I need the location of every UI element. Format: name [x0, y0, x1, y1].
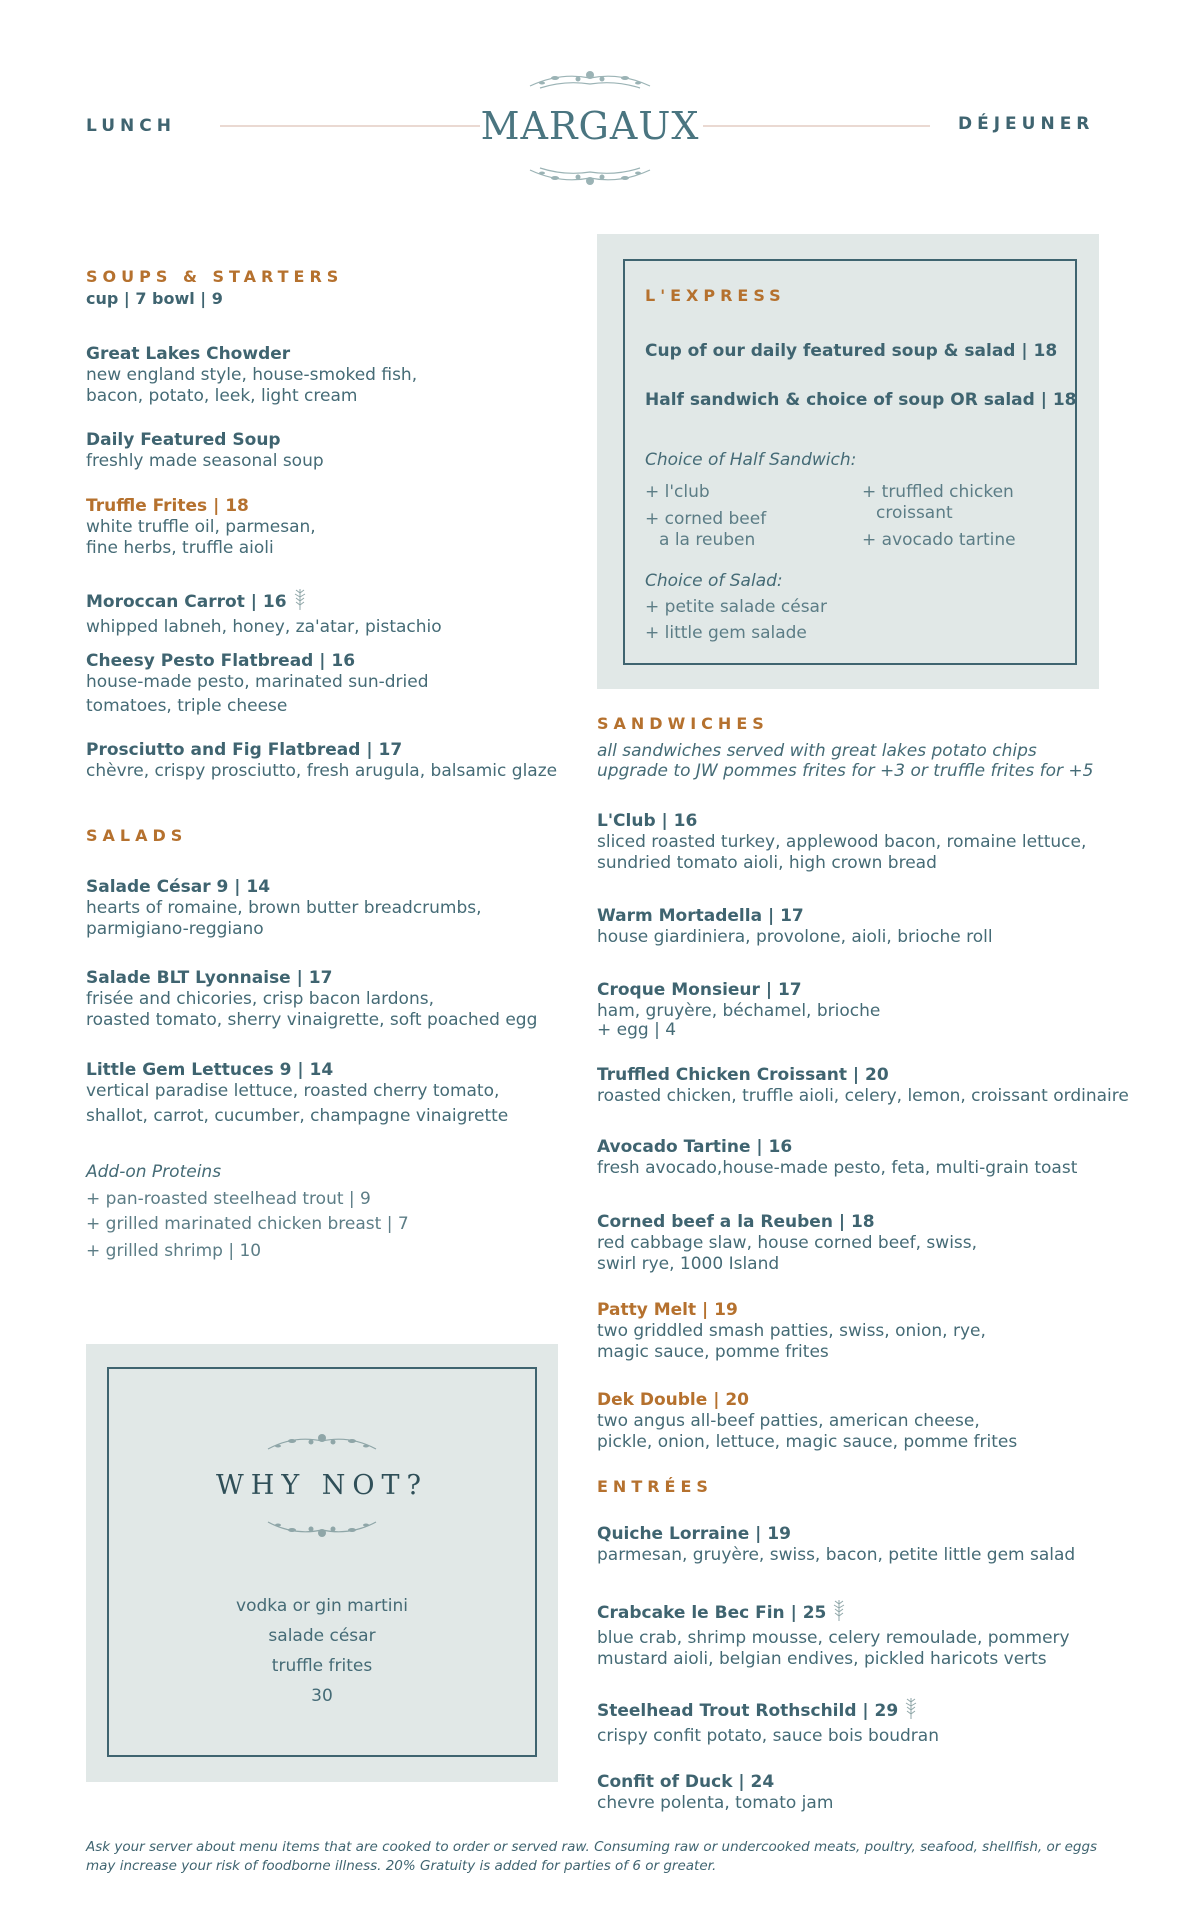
- section-title-salads: SALADS: [86, 826, 188, 845]
- item-desc: blue crab, shrimp mousse, celery remoulade, pommery: [597, 1628, 1070, 1648]
- item-name: Crabcake le Bec Fin | 25: [597, 1603, 827, 1623]
- item-desc: fine herbs, truffle aioli: [86, 538, 274, 558]
- menu-item: [86, 968, 537, 1031]
- sandwiches-note: all sandwiches served with great lakes potato chips: [597, 741, 1037, 761]
- menu-item: [597, 1300, 986, 1363]
- item-desc: two angus all-beef patties, american cheese,: [597, 1411, 980, 1431]
- list-item: croissant: [876, 503, 953, 523]
- section-title-entrees: ENTRÉES: [597, 1477, 713, 1496]
- item-desc: mustard aioli, belgian endives, pickled haricots verts: [597, 1649, 1047, 1669]
- item-desc: ham, gruyère, béchamel, brioche: [597, 1001, 881, 1021]
- item-desc: sundried tomato aioli, high crown bread: [597, 853, 937, 873]
- item-desc: freshly made seasonal soup: [86, 451, 324, 471]
- item-desc: parmigiano-reggiano: [86, 919, 264, 939]
- item-desc: vertical paradise lettuce, roasted cherry tomato,: [86, 1081, 500, 1101]
- addon-item: + pan-roasted steelhead trout | 9: [86, 1189, 371, 1209]
- why-not-line: vodka or gin martini: [236, 1596, 408, 1616]
- footer-line: Ask your server about menu items that are cooked to order or served raw. Consuming raw or undercooked meats, poultry, seafood, shellfish, or eggs: [86, 1839, 1098, 1855]
- item-desc: magic sauce, pomme frites: [597, 1342, 829, 1362]
- menu-item: [597, 1598, 1070, 1670]
- menu-item: [597, 1524, 1075, 1566]
- header-dejeuner: DÉJEUNER: [958, 114, 1095, 134]
- item-name: Dek Double | 20: [597, 1390, 749, 1410]
- item-desc: roasted tomato, sherry vinaigrette, soft poached egg: [86, 1010, 538, 1030]
- item-name: Moroccan Carrot | 16: [86, 592, 287, 612]
- item-name: Great Lakes Chowder: [86, 344, 291, 364]
- item-desc: shallot, carrot, cucumber, champagne vinaigrette: [86, 1106, 509, 1126]
- item-desc: pickle, onion, lettuce, magic sauce, pomme frites: [597, 1432, 1018, 1452]
- list-item: + l'club: [645, 482, 710, 502]
- ornament-icon: [262, 1514, 382, 1546]
- addon-item: + grilled marinated chicken breast | 7: [86, 1214, 409, 1234]
- menu-item: [86, 430, 324, 472]
- sandwiches-note: upgrade to JW pommes frites for +3 or truffle frites for +5: [597, 761, 1094, 781]
- logo-margaux: MARGAUX: [480, 104, 700, 148]
- menu-item: [597, 1772, 833, 1814]
- header-lunch: LUNCH: [86, 116, 176, 136]
- list-item: + petite salade césar: [645, 597, 827, 617]
- express-panel: [597, 234, 1099, 689]
- item-name: Daily Featured Soup: [86, 430, 281, 450]
- item-desc: roasted chicken, truffle aioli, celery, lemon, croissant ordinaire: [597, 1086, 1129, 1106]
- item-name: Quiche Lorraine | 19: [597, 1524, 791, 1544]
- item-desc: chèvre, crispy prosciutto, fresh arugula, balsamic glaze: [86, 761, 558, 781]
- item-name: L'Club | 16: [597, 811, 698, 831]
- list-item: + corned beef: [645, 509, 767, 529]
- why-not-line: salade césar: [268, 1626, 376, 1646]
- section-title-sandwiches: SANDWICHES: [597, 714, 769, 733]
- item-desc: bacon, potato, leek, light cream: [86, 386, 358, 406]
- item-name: Corned beef a la Reuben | 18: [597, 1212, 875, 1232]
- leaf-icon: [293, 587, 307, 617]
- why-not-title: WHY NOT?: [216, 1470, 428, 1501]
- item-desc: swirl rye, 1000 Island: [597, 1254, 780, 1274]
- item-name: Avocado Tartine | 16: [597, 1137, 793, 1157]
- item-desc: + egg | 4: [597, 1020, 677, 1040]
- ornament-icon: [520, 160, 660, 190]
- item-desc: sliced roasted turkey, applewood bacon, romaine lettuce,: [597, 832, 1087, 852]
- soups-subtitle: cup | 7 bowl | 9: [86, 289, 223, 308]
- item-desc: white truffle oil, parmesan,: [86, 517, 316, 537]
- why-not-line: truffle frites: [271, 1656, 373, 1676]
- express-salad-title: Choice of Salad:: [645, 571, 783, 591]
- express-sandwich-title: Choice of Half Sandwich:: [645, 450, 857, 470]
- express-line: Half sandwich & choice of soup OR salad | 18: [645, 390, 1077, 410]
- menu-item: [597, 1696, 939, 1747]
- ornament-icon: [520, 66, 660, 96]
- menu-item: [597, 1065, 1129, 1107]
- menu-item: [86, 651, 429, 717]
- item-name: Warm Mortadella | 17: [597, 906, 804, 926]
- item-desc: tomatoes, triple cheese: [86, 696, 288, 716]
- item-name: Truffled Chicken Croissant | 20: [597, 1065, 889, 1085]
- menu-item: [597, 1137, 1077, 1179]
- menu-item: [86, 496, 316, 559]
- why-not-price: 30: [311, 1686, 333, 1706]
- menu-item: [597, 811, 1086, 874]
- menu-item: [86, 877, 482, 940]
- menu-item: [86, 740, 557, 782]
- item-desc: parmesan, gruyère, swiss, bacon, petite little gem salad: [597, 1545, 1076, 1565]
- item-desc: chevre polenta, tomato jam: [597, 1793, 834, 1813]
- menu-item: [597, 906, 993, 948]
- footer-disclaimer: [86, 1838, 1106, 1876]
- item-name: Cheesy Pesto Flatbread | 16: [86, 651, 356, 671]
- express-sandwich-list-right: [862, 482, 1016, 551]
- ornament-icon: [262, 1429, 382, 1461]
- menu-item: [597, 1390, 1017, 1453]
- item-desc: crispy confit potato, sauce bois boudran: [597, 1726, 939, 1746]
- item-desc: fresh avocado,house-made pesto, feta, multi-grain toast: [597, 1158, 1078, 1178]
- why-not-panel: [86, 1344, 558, 1782]
- item-name: Salade César 9 | 14: [86, 877, 271, 897]
- item-desc: hearts of romaine, brown butter breadcrumbs,: [86, 898, 482, 918]
- item-desc: frisée and chicories, crisp bacon lardons,: [86, 989, 434, 1009]
- menu-item: [86, 587, 442, 638]
- list-item: + avocado tartine: [862, 530, 1016, 550]
- list-item: + little gem salade: [645, 623, 807, 643]
- item-name: Prosciutto and Fig Flatbread | 17: [86, 740, 403, 760]
- express-sandwich-list-left: [645, 482, 766, 551]
- menu-item: [597, 980, 880, 1038]
- item-name: Patty Melt | 19: [597, 1300, 738, 1320]
- item-desc: red cabbage slaw, house corned beef, swiss,: [597, 1233, 978, 1253]
- footer-line: may increase your risk of foodborne illness. 20% Gratuity is added for parties of 6 or greater.: [86, 1858, 717, 1874]
- item-desc: house giardiniera, provolone, aioli, brioche roll: [597, 927, 993, 947]
- item-desc: house-made pesto, marinated sun-dried: [86, 672, 429, 692]
- express-line: Cup of our daily featured soup & salad | 18: [645, 341, 1058, 361]
- item-name: Croque Monsieur | 17: [597, 980, 802, 1000]
- item-desc: two griddled smash patties, swiss, onion, rye,: [597, 1321, 986, 1341]
- list-item: a la reuben: [659, 530, 756, 550]
- menu-item: [597, 1212, 977, 1275]
- express-title: L'EXPRESS: [645, 286, 786, 305]
- express-salad-list: [645, 597, 827, 644]
- item-name: Steelhead Trout Rothschild | 29: [597, 1701, 899, 1721]
- header-divider-right: [703, 125, 930, 127]
- item-name: Salade BLT Lyonnaise | 17: [86, 968, 333, 988]
- leaf-icon: [904, 1696, 918, 1726]
- item-name: Confit of Duck | 24: [597, 1772, 775, 1792]
- menu-item: [86, 1060, 508, 1127]
- item-name: Truffle Frites | 18: [86, 496, 249, 516]
- header-divider-left: [220, 125, 480, 127]
- section-title-soups: SOUPS & STARTERS: [86, 267, 344, 286]
- menu-item: [86, 344, 417, 407]
- addon-title: Add-on Proteins: [86, 1162, 222, 1182]
- addon-proteins: [86, 1162, 409, 1262]
- item-desc: whipped labneh, honey, za'atar, pistachio: [86, 617, 442, 637]
- leaf-icon: [832, 1598, 846, 1628]
- list-item: + truffled chicken: [862, 482, 1014, 502]
- item-name: Little Gem Lettuces 9 | 14: [86, 1060, 334, 1080]
- addon-item: + grilled shrimp | 10: [86, 1241, 262, 1261]
- item-desc: new england style, house-smoked fish,: [86, 365, 418, 385]
